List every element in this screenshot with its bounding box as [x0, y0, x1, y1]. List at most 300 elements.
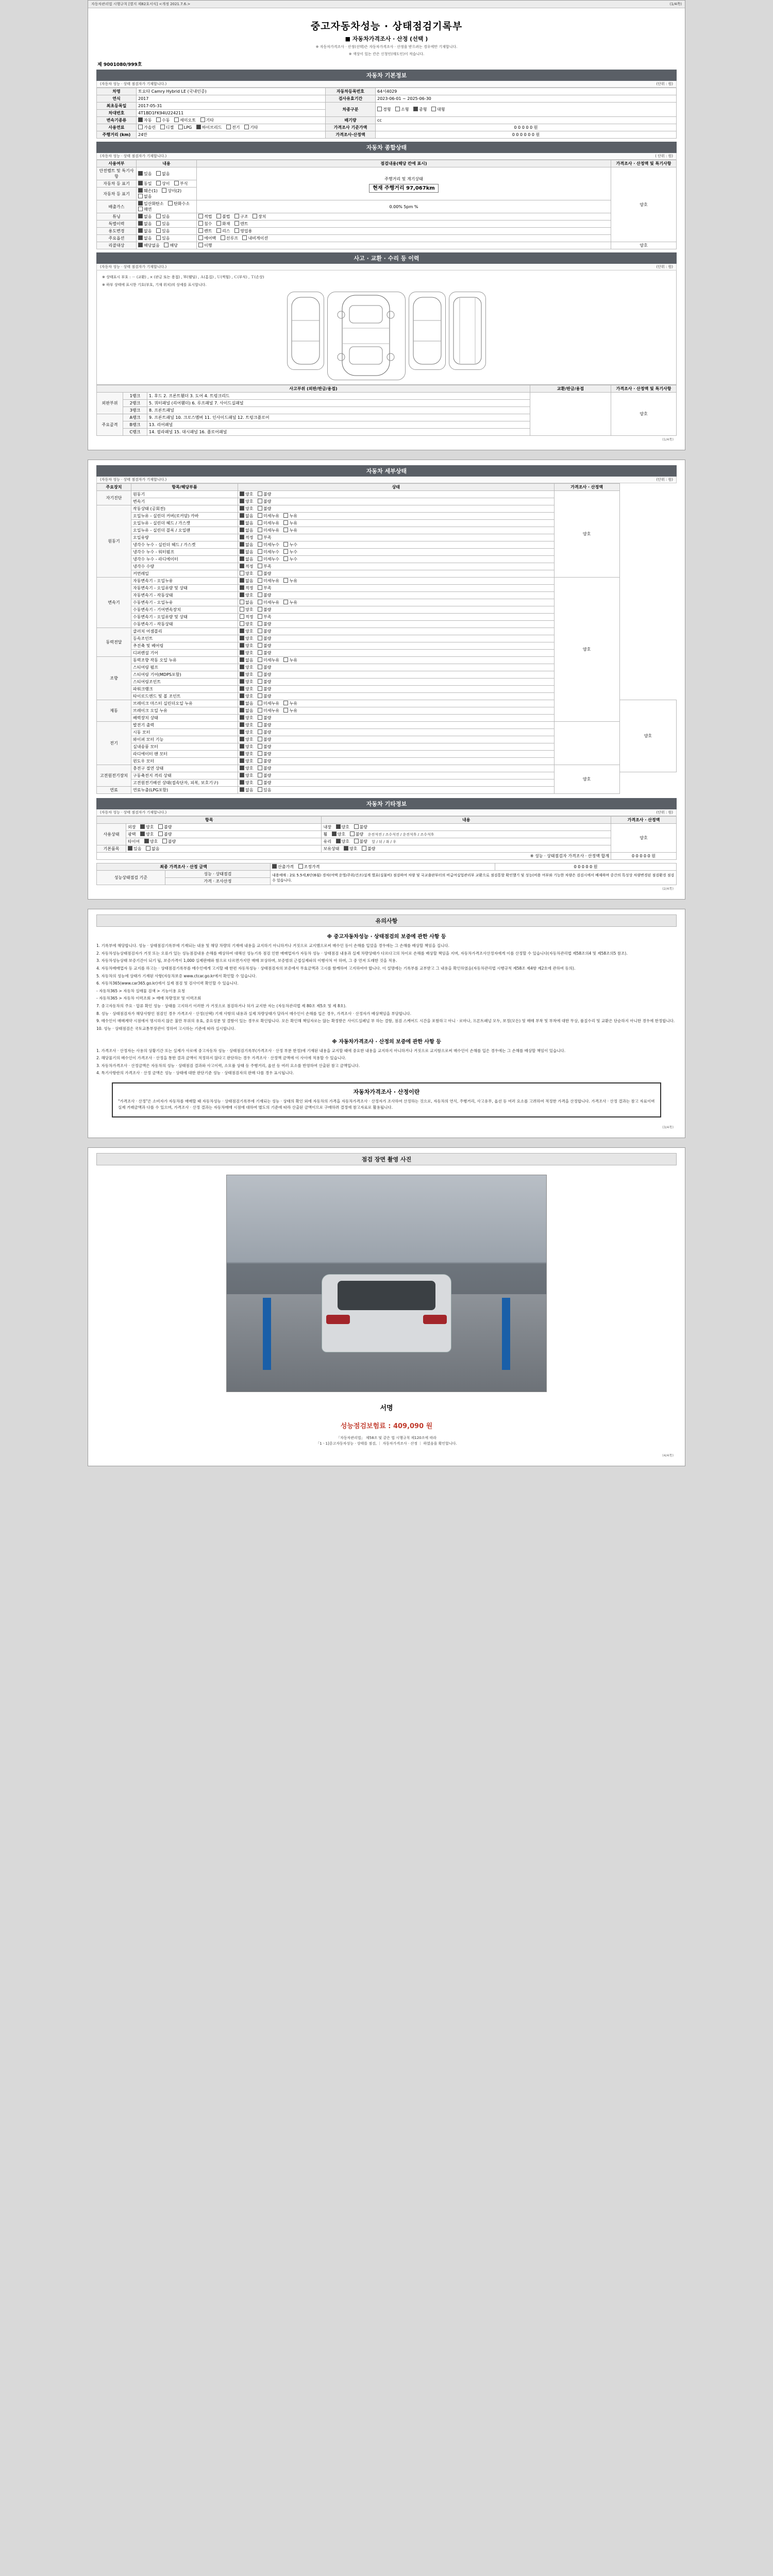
checkbox-fuel-other[interactable] — [244, 125, 249, 129]
checkbox-trans-semi[interactable] — [174, 117, 179, 122]
checkbox-holdstate-ok[interactable] — [344, 846, 348, 851]
detail-opt-label: 미세누유 — [263, 579, 279, 583]
checkbox-coolhead-leak[interactable] — [283, 542, 288, 547]
other-row-0b[interactable] — [322, 824, 611, 831]
checkbox-mt-qty-low[interactable] — [258, 614, 262, 619]
car-underbody-figure — [449, 292, 486, 370]
checkbox-at-leak-leak[interactable] — [283, 578, 288, 583]
checkbox-tuning-yes[interactable] — [156, 214, 161, 218]
other-row-0[interactable] — [126, 824, 322, 831]
basic-value-price[interactable]: 0 0 0 0 0 원 — [376, 124, 677, 131]
checkbox-emission-co[interactable] — [138, 201, 143, 206]
checkbox-radiator-none[interactable] — [240, 556, 244, 561]
checkbox-mt-work-ok[interactable] — [240, 621, 244, 626]
overall-opt-5-0: 없음 — [144, 229, 152, 233]
checkbox-at-leak-micro[interactable] — [258, 578, 262, 583]
checkbox-at-leak-none[interactable] — [240, 578, 244, 583]
checkbox-oilqty-ok[interactable] — [240, 535, 244, 539]
checkbox-adjust-price[interactable] — [298, 864, 303, 869]
overall-row-opts-5[interactable] — [137, 228, 197, 235]
checkbox-battery-ok[interactable] — [240, 773, 244, 777]
detail-item-6-1: 시동 모터 — [131, 729, 238, 736]
checkbox-head-micro[interactable] — [258, 520, 262, 525]
overall-opt-3-2: 적법 — [204, 214, 212, 219]
detail-opts-1-1[interactable] — [238, 513, 554, 520]
checkbox-block-leak[interactable] — [283, 528, 288, 532]
checkbox-head-leak[interactable] — [283, 520, 288, 525]
detail-col-2: 상태 — [238, 484, 554, 491]
overall-row-opts-4[interactable] — [137, 221, 197, 228]
detail-opts-1-7[interactable] — [238, 556, 554, 563]
checkbox-coolantqty-ok[interactable] — [240, 564, 244, 568]
checkbox-use-business[interactable] — [234, 228, 239, 233]
notice-item-4: 5. 자동차의 성능에 상태가 기재된 사항(자동차보증 www.ctcar.go.kr에서 확인할 수 있습니다. — [96, 973, 257, 978]
checkbox-interior-ok[interactable] — [336, 824, 341, 829]
detail-opt-label: 불량 — [263, 781, 272, 785]
checkbox-wheel-ok[interactable] — [332, 832, 337, 836]
detail-opts-7-2[interactable] — [238, 779, 554, 787]
checkbox-cv-ok[interactable] — [240, 636, 244, 640]
detail-opts-0-1[interactable] — [238, 498, 554, 505]
checkbox-hvwiring-bad[interactable] — [258, 780, 262, 785]
checkbox-glass-ok[interactable] — [336, 839, 341, 843]
checkbox-blower-ok[interactable] — [240, 744, 244, 749]
checkbox-tuning-illegal[interactable] — [216, 214, 221, 218]
checkbox-fuelleak-none[interactable] — [240, 787, 244, 792]
overall-row-name-7: 리콜대상 — [97, 242, 137, 249]
checkbox-emission-smoke[interactable] — [138, 207, 143, 211]
other-row-1[interactable] — [126, 831, 322, 838]
checkbox-fuel-hybrid[interactable] — [196, 125, 201, 129]
checkbox-mt-leak-leak[interactable] — [283, 600, 288, 604]
overall-row-opts-6[interactable] — [137, 235, 197, 242]
checkbox-steerjoint-ok[interactable] — [240, 679, 244, 684]
checkbox-clutch-bad[interactable] — [258, 629, 262, 633]
checkbox-use-yes[interactable] — [156, 228, 161, 233]
checkbox-opt-none[interactable] — [138, 235, 143, 240]
checkbox-mark-diff[interactable] — [156, 181, 161, 185]
detail-opts-1-2[interactable] — [238, 520, 554, 527]
checkbox-mt-qty-ok[interactable] — [240, 614, 244, 619]
checkbox-class-medium[interactable] — [413, 107, 418, 111]
checkbox-radfan-ok[interactable] — [240, 751, 244, 756]
checkbox-calc-price[interactable] — [272, 864, 277, 869]
checkbox-chargeport-ok[interactable] — [240, 766, 244, 770]
checkbox-wiper-bad[interactable] — [258, 737, 262, 741]
checkbox-clutch-ok[interactable] — [240, 629, 244, 633]
checkbox-waterpump-leak[interactable] — [283, 549, 288, 554]
detail-value-d: 양호 — [554, 765, 619, 794]
recall-detail[interactable] — [197, 242, 611, 249]
detail-opts-2-2[interactable] — [238, 592, 554, 599]
lift-post-right — [502, 1298, 510, 1370]
checkbox-steergear-bad[interactable] — [258, 672, 262, 676]
checkbox-psoil-leak[interactable] — [283, 657, 288, 662]
checkbox-powercrank-ok[interactable] — [240, 686, 244, 691]
overall-value: 양호 — [611, 167, 677, 242]
detail-opts-7-1[interactable] — [238, 772, 554, 779]
checkbox-block-none[interactable] — [240, 528, 244, 532]
basic-value-carvalue[interactable]: 0 0 0 0 0 0 원 — [376, 131, 677, 139]
checkbox-mt-shift-bad[interactable] — [258, 607, 262, 612]
detail-opts-1-6[interactable] — [238, 549, 554, 556]
other-name2-2: 유리 — [323, 839, 331, 844]
special-detail[interactable] — [197, 221, 611, 228]
other-row-2b[interactable] — [322, 838, 611, 845]
checkbox-driveshaft-bad[interactable] — [258, 643, 262, 648]
checkbox-radiator-leak[interactable] — [283, 556, 288, 561]
overall-row-opts-1[interactable] — [137, 180, 197, 188]
detail-opts-5-1[interactable] — [238, 707, 554, 715]
checkbox-head-none[interactable] — [240, 520, 244, 525]
other-row-2[interactable] — [126, 838, 322, 845]
checkbox-alternator-bad[interactable] — [258, 722, 262, 727]
price-left-label-1: 성능상태점검 기준 — [97, 871, 165, 885]
checkbox-belt-yes[interactable] — [138, 171, 143, 176]
checkbox-diag-engine-bad[interactable] — [258, 492, 262, 496]
checkbox-class-small[interactable] — [395, 107, 400, 111]
detail-opt-label: 불량 — [263, 687, 272, 691]
detail-group-6: 전기 — [97, 722, 131, 765]
detail-opts-3-3[interactable] — [238, 650, 554, 657]
detail-opts-5-2[interactable] — [238, 715, 554, 722]
checkbox-mark-none[interactable] — [138, 194, 143, 198]
detail-item-2-1: 자동변속기 - 오일유량 및 상태 — [131, 585, 238, 592]
checkbox-polish-ok[interactable] — [140, 832, 145, 836]
under-rank-1: B랭크 — [123, 421, 147, 429]
checkbox-belt-no[interactable] — [156, 171, 161, 176]
detail-opts-8-0[interactable] — [238, 787, 554, 794]
checkbox-mark-damage[interactable] — [138, 188, 143, 193]
checkbox-tuning-device[interactable] — [253, 214, 257, 218]
checkbox-diag-engine-ok[interactable] — [240, 492, 244, 496]
detail-opts-6-3[interactable] — [238, 743, 554, 751]
checkbox-emission-hc[interactable] — [168, 201, 173, 206]
notice-item-0: 1. 기록부에 해당합니다. 성능 · 상태점검기록부에 기재되는 내용 및 해당 차량의 기재에 내용을 교지하기 아니하거나 거짓으로 교지했으로써 매수인 등이 손해를 입었을 경우에는 그 손해를 배상할 책임을 집니다. — [96, 943, 449, 948]
checkbox-coolhead-micro[interactable] — [258, 542, 262, 547]
checkbox-opt-yes[interactable] — [156, 235, 161, 240]
checkbox-alternator-ok[interactable] — [240, 722, 244, 727]
checkbox-interior-bad[interactable] — [354, 824, 359, 829]
checkbox-brakeoil-leak[interactable] — [283, 708, 288, 713]
section-note-overall — [96, 153, 677, 160]
other-row-3[interactable] — [126, 845, 322, 853]
final-price-opts[interactable] — [271, 863, 495, 871]
checkbox-waterpump-none[interactable] — [240, 549, 244, 554]
checkbox-master-none[interactable] — [240, 701, 244, 705]
detail-opts-7-0[interactable] — [238, 765, 554, 772]
detail-opts-2-5[interactable] — [238, 614, 554, 621]
checkbox-psoil-none[interactable] — [240, 657, 244, 662]
checkbox-mark-corrosion[interactable] — [174, 181, 179, 185]
checkbox-tierod-ok[interactable] — [240, 693, 244, 698]
checkbox-basicitem-no[interactable] — [146, 846, 150, 851]
detail-opt-label: 불량 — [263, 636, 272, 641]
overall-row-opts-0[interactable] — [137, 167, 197, 180]
emission-values[interactable]: 0.00% 5pm % — [197, 200, 611, 213]
checkbox-tuning-legal[interactable] — [198, 214, 203, 218]
detail-opts-6-2[interactable] — [238, 736, 554, 743]
checkbox-polish-bad[interactable] — [158, 832, 163, 836]
detail-opt-label: 불량 — [263, 665, 272, 670]
table-header-row — [97, 385, 677, 393]
checkbox-engine-idle-ok[interactable] — [240, 506, 244, 511]
checkbox-diffgear-ok[interactable] — [240, 650, 244, 655]
detail-opts-4-0[interactable] — [238, 657, 554, 664]
detail-opts-6-0[interactable] — [238, 722, 554, 729]
checkbox-block-micro[interactable] — [258, 528, 262, 532]
overall-note-right: ( 단위 : 원) — [655, 154, 673, 158]
transmission-options[interactable] — [137, 117, 326, 124]
detail-opts-4-1[interactable] — [238, 664, 554, 671]
basic-value2-1[interactable]: 2023-06-01 ~ 2025-06-30 — [376, 95, 677, 103]
detail-opts-3-2[interactable] — [238, 642, 554, 650]
detail-opt-label: 양호 — [245, 723, 254, 727]
detail-opts-1-8[interactable] — [238, 563, 554, 570]
inspection-photo — [226, 1175, 547, 1392]
checkbox-radfan-bad[interactable] — [258, 751, 262, 756]
checkbox-at-qty-low[interactable] — [258, 585, 262, 590]
overall-opt-6-1: 있음 — [162, 236, 170, 241]
checkbox-brakeoil-none[interactable] — [240, 708, 244, 713]
other-col-0: 항목 — [97, 817, 322, 824]
option-detail[interactable] — [197, 235, 611, 242]
checkbox-fuel-gasoline[interactable] — [138, 125, 143, 129]
overall-row-opts-2[interactable] — [137, 200, 197, 213]
basic-value-2[interactable]: 2017-05-31 — [137, 103, 326, 110]
checkbox-special-dent[interactable] — [234, 221, 239, 226]
checkbox-use-none[interactable] — [138, 228, 143, 233]
detail-item-2-5: 수동변속기 - 오일유량 및 상태 — [131, 614, 238, 621]
other-row-1b[interactable] — [322, 831, 611, 838]
checkbox-steergear-ok[interactable] — [240, 672, 244, 676]
detail-opts-2-0[interactable] — [238, 578, 554, 585]
notice2-item-1: 2. 해당물기의 매수인이 가격조사 · 산정을 통한 결과 금액이 적정하지 않다고 판단하는 경우 가격조사 · 산정액 금액에 이 사이에 적용할 수 있습니다. — [96, 1056, 346, 1061]
car-side-right-figure — [409, 292, 446, 370]
overall-opt-5-4: 영업용 — [240, 229, 253, 233]
checkbox-engine-idle-bad[interactable] — [258, 506, 262, 511]
detail-item-0-0: 원동기 — [131, 491, 238, 498]
checkbox-exterior-ok[interactable] — [140, 824, 145, 829]
detail-item-5-1: 브레이크 오일 누유 — [131, 707, 238, 715]
detail-opts-1-5[interactable] — [238, 541, 554, 549]
checkbox-recall-na[interactable] — [138, 243, 143, 247]
checkbox-mt-work-bad[interactable] — [258, 621, 262, 626]
detail-opt-label: 불량 — [263, 651, 272, 655]
detail-opts-1-0[interactable] — [238, 505, 554, 513]
checkbox-driveshaft-ok[interactable] — [240, 643, 244, 648]
checkbox-opt-airbag[interactable] — [198, 235, 203, 240]
checkbox-fuel-diesel[interactable] — [160, 125, 165, 129]
checkbox-battery-bad[interactable] — [258, 773, 262, 777]
basic-value-0[interactable]: 토요타 Camry Hybrid LE (국내인증) — [137, 88, 326, 95]
overall-opt-1-2: 부식 — [180, 181, 188, 186]
detail-opts-3-1[interactable] — [238, 635, 554, 642]
document-title-block — [96, 13, 677, 58]
checkbox-pspump-bad[interactable] — [258, 665, 262, 669]
detail-item-2-2: 자동변속기 - 작동상태 — [131, 592, 238, 599]
checkbox-coolhead-none[interactable] — [240, 542, 244, 547]
checkbox-pspump-ok[interactable] — [240, 665, 244, 669]
checkbox-starter-bad[interactable] — [258, 730, 262, 734]
checkbox-opt-sunroof[interactable] — [221, 235, 225, 240]
checkbox-diag-trans-ok[interactable] — [240, 499, 244, 503]
checkbox-tuning-none[interactable] — [138, 214, 143, 218]
detail-opts-4-5[interactable] — [238, 693, 554, 700]
checkbox-oilqty-low[interactable] — [258, 535, 262, 539]
basic-label-3: 차대번호 — [97, 110, 137, 117]
checkbox-rockercover-none[interactable] — [240, 513, 244, 518]
checkbox-coolantqty-low[interactable] — [258, 564, 262, 568]
overall-row-opts-3[interactable] — [137, 213, 197, 221]
checkbox-booster-ok[interactable] — [240, 715, 244, 720]
checkbox-chargeport-bad[interactable] — [258, 766, 262, 770]
checkbox-radiator-micro[interactable] — [258, 556, 262, 561]
checkbox-cv-bad[interactable] — [258, 636, 262, 640]
overall-opt-4-0: 없음 — [144, 222, 152, 226]
detail-opts-1-4[interactable] — [238, 534, 554, 541]
other-row-3b[interactable] — [322, 845, 611, 853]
fuel-opt-2: LPG — [183, 125, 192, 130]
detail-group-3: 동력전달 — [97, 628, 131, 657]
checkbox-fuel-lpg[interactable] — [178, 125, 183, 129]
overall-row-opts-7[interactable] — [137, 242, 197, 249]
checkbox-rockercover-leak[interactable] — [283, 513, 288, 518]
basic-value-5[interactable]: 24만 — [137, 131, 326, 139]
overall-opt-3-1: 있음 — [162, 214, 170, 219]
signature-label: 서명 — [380, 1404, 393, 1412]
detail-group-5: 제동 — [97, 700, 131, 722]
detail-opt-label: 양호 — [245, 499, 254, 504]
checkbox-rockercover-micro[interactable] — [258, 513, 262, 518]
checkbox-at-work-ok[interactable] — [240, 592, 244, 597]
overall-state-table — [96, 160, 677, 249]
checkbox-master-leak[interactable] — [283, 701, 288, 705]
use-detail[interactable] — [197, 228, 611, 235]
checkbox-tuning-structure[interactable] — [234, 214, 239, 218]
basic-value-1[interactable]: 2017 — [137, 95, 326, 103]
checkbox-diag-trans-bad[interactable] — [258, 499, 262, 503]
checkbox-window-ok[interactable] — [240, 758, 244, 763]
overall-opt-7-1: 해당 — [170, 243, 178, 248]
fuel-opt-3: 하이브리드 — [201, 125, 222, 130]
detail-opts-4-2[interactable] — [238, 671, 554, 679]
checkbox-holdstate-bad[interactable] — [362, 846, 366, 851]
basic-value-3[interactable]: 4T1BD1FK94U224211 — [137, 110, 326, 117]
basic-value-displacement[interactable]: cc — [376, 117, 677, 124]
notice-item-10: 9. 매수인이 매매계약 시점에서 명시하지 않은 불만 부위의 유효, 중요성분 및 결함이 있는 경우로 확인합니다. 모든 확인해 책임자로는 않는 확정받은 사이드실페널 부 하는 결함, 점검 스케어드 시간을 포함하고 아니 · 로마나, 프론트패널 모두, 보정(모든) 및 매매 부착 및 부착에 대한 무상, 품질수리 및 교환은 단순하지 아니한 경우에 한정합니다. — [96, 1019, 675, 1024]
detail-opts-4-3[interactable] — [238, 679, 554, 686]
detail-opts-1-9[interactable] — [238, 570, 554, 578]
checkbox-window-bad[interactable] — [258, 758, 262, 763]
tuning-detail[interactable] — [197, 213, 611, 221]
checkbox-commonrail-ok[interactable] — [240, 571, 244, 575]
checkbox-psoil-micro[interactable] — [258, 657, 262, 662]
checkbox-special-yes[interactable] — [156, 221, 161, 226]
checkbox-special-flood[interactable] — [198, 221, 203, 226]
detail-opts-5-0[interactable] — [238, 700, 554, 707]
basic-label-1: 연식 — [97, 95, 137, 103]
checkbox-special-none[interactable] — [138, 221, 143, 226]
checkbox-tire-bad[interactable] — [162, 839, 167, 843]
checkbox-class-large[interactable] — [431, 107, 436, 111]
detail-opts-1-3[interactable] — [238, 527, 554, 534]
checkbox-mt-leak-micro[interactable] — [258, 600, 262, 604]
checkbox-recall-done[interactable] — [198, 243, 203, 247]
overall-opt-2-0: 일산화탄소 — [144, 201, 164, 206]
detail-opts-6-5[interactable] — [238, 758, 554, 765]
basic-label2-0: 자동차등록번호 — [326, 88, 376, 95]
checkbox-trans-manual[interactable] — [156, 117, 161, 122]
detail-opts-6-1[interactable] — [238, 729, 554, 736]
checkbox-wheel-bad[interactable] — [350, 832, 355, 836]
detail-opts-0-0[interactable] — [238, 491, 554, 498]
detail-opt-label: 불량 — [263, 622, 272, 626]
overall-row-opts-1b[interactable] — [137, 188, 197, 200]
checkbox-use-lease[interactable] — [216, 228, 221, 233]
fuel-options[interactable] — [137, 124, 326, 131]
detail-opts-2-3[interactable] — [238, 599, 554, 606]
checkbox-tire-ok[interactable] — [144, 839, 149, 843]
checkbox-basicitem-yes[interactable] — [128, 846, 132, 851]
checkbox-blower-bad[interactable] — [258, 744, 262, 749]
detail-opts-2-1[interactable] — [238, 585, 554, 592]
checkbox-at-work-bad[interactable] — [258, 592, 262, 597]
checkbox-use-rent[interactable] — [198, 228, 203, 233]
checkbox-booster-bad[interactable] — [258, 715, 262, 720]
lift-post-left — [263, 1298, 271, 1370]
checkbox-recall-yes[interactable] — [164, 243, 169, 247]
checkbox-tierod-bad[interactable] — [258, 693, 262, 698]
basic-value2-0[interactable]: 64서4029 — [376, 88, 677, 95]
legal-footnote — [96, 1433, 677, 1452]
detail-opts-6-4[interactable] — [238, 751, 554, 758]
basic-vehicle-class-opts[interactable] — [376, 103, 677, 117]
checkbox-wiper-ok[interactable] — [240, 737, 244, 741]
checkbox-trans-auto[interactable] — [138, 117, 143, 122]
checkbox-glass-bad[interactable] — [354, 839, 359, 843]
checkbox-at-qty-ok[interactable] — [240, 585, 244, 590]
price-row2-label: 가격 · 조사산정 — [165, 878, 270, 885]
checkbox-steerjoint-bad[interactable] — [258, 679, 262, 684]
other-opt-0-1: 불량 — [164, 825, 172, 829]
checkbox-starter-ok[interactable] — [240, 730, 244, 734]
checkbox-powercrank-bad[interactable] — [258, 686, 262, 691]
checkbox-brakeoil-micro[interactable] — [258, 708, 262, 713]
checkbox-class-light[interactable] — [377, 107, 382, 111]
checkbox-diffgear-bad[interactable] — [258, 650, 262, 655]
detail-opts-2-6[interactable] — [238, 621, 554, 628]
checkbox-waterpump-micro[interactable] — [258, 549, 262, 554]
checkbox-mark-diff2[interactable] — [162, 188, 166, 193]
detail-opts-3-0[interactable] — [238, 628, 554, 635]
checkbox-master-micro[interactable] — [258, 701, 262, 705]
checkbox-opt-navi[interactable] — [242, 235, 247, 240]
checkbox-trans-other[interactable] — [200, 117, 205, 122]
checkbox-special-fire[interactable] — [216, 221, 221, 226]
accident-mid-cell[interactable] — [530, 393, 611, 436]
checkbox-commonrail-bad[interactable] — [258, 571, 262, 575]
checkbox-mark-same[interactable] — [138, 181, 143, 185]
detail-opts-2-4[interactable] — [238, 606, 554, 614]
checkbox-mt-leak-none[interactable] — [240, 600, 244, 604]
detail-opts-4-4[interactable] — [238, 686, 554, 693]
checkbox-fuelleak-yes[interactable] — [258, 787, 262, 792]
checkbox-hvwiring-ok[interactable] — [240, 780, 244, 785]
checkbox-mt-shift-ok[interactable] — [240, 607, 244, 612]
checkbox-fuel-ev[interactable] — [226, 125, 231, 129]
checkbox-exterior-bad[interactable] — [158, 824, 163, 829]
